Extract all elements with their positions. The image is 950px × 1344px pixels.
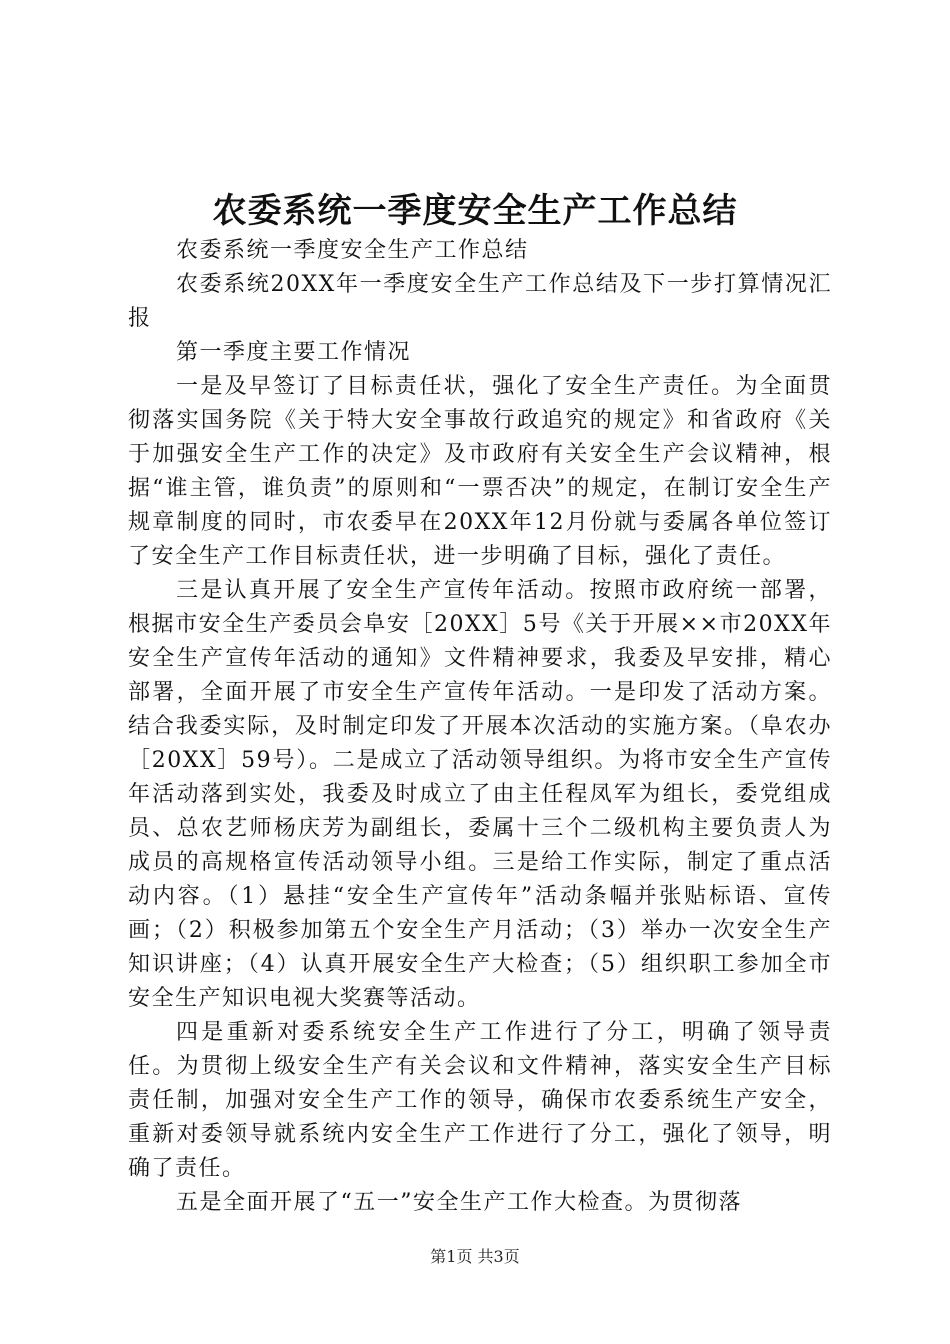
paragraph-section-heading: 第一季度主要工作情况 bbox=[176, 340, 412, 365]
document-title: 农委系统一季度安全生产工作总结 bbox=[212, 191, 738, 231]
page-footer: 第1页 共3页 bbox=[430, 1247, 520, 1266]
paragraph-report-title: 农委系统20XX年一季度安全生产工作总结及下一步打算情况汇报 bbox=[128, 272, 832, 331]
paragraph-division-of-work: 四是重新对委系统安全生产工作进行了分工，明确了领导责任。为贯彻上级安全生产有关会议和文件精神，落实安全生产目标责任制，加强对安全生产工作的领导，确保市农委系统生产安全，重新对委领导就系统内安全生产工作进行了分工，强化了领导，明确了责任。 bbox=[128, 1020, 832, 1181]
paragraph-may-day-inspection: 五是全面开展了“五一”安全生产工作大检查。为贯彻落 bbox=[176, 1190, 742, 1215]
paragraph-responsibility: 一是及早签订了目标责任状，强化了安全生产责任。为全面贯彻落实国务院《关于特大安全事故行政追究的规定》和省政府《关于加强安全生产工作的决定》及市政府有关安全生产会议精神，根据“谁主管，谁负责”的原则和“一票否决”的规定，在制订安全生产规章制度的同时，市农委早在20XX年12月份就与委属各单位签订了安全生产工作目标责任状，进一步明确了目标，强化了责任。 bbox=[128, 374, 832, 569]
paragraph-subtitle: 农委系统一季度安全生产工作总结 bbox=[176, 238, 529, 263]
paragraph-publicity-year: 三是认真开展了安全生产宣传年活动。按照市政府统一部署，根据市安全生产委员会阜安［20XX］5号《关于开展××市20XX年安全生产宣传年活动的通知》文件精神要求，我委及早安排，精心部署，全面开展了市安全生产宣传年活动。一是印发了活动方案。结合我委实际，及时制定印发了开展本次活动的实施方案。（阜农办［20XX］59号）。二是成立了活动领导组织。为将市安全生产宣传年活动落到实处，我委及时成立了由主任程凤军为组长，委党组成员、总农艺师杨庆芳为副组长，委属十三个二级机构主要负责人为成员的高规格宣传活动领导小组。三是给工作实际，制定了重点活动内容。（1）悬挂“安全生产宣传年”活动条幅并张贴标语、宣传画；（2）积极参加第五个安全生产月活动；（3）举办一次安全生产知识讲座；（4）认真开展安全生产大检查；（5）组织职工参加全市安全生产知识电视大奖赛等活动。 bbox=[128, 578, 832, 1011]
document-body bbox=[128, 234, 832, 1220]
